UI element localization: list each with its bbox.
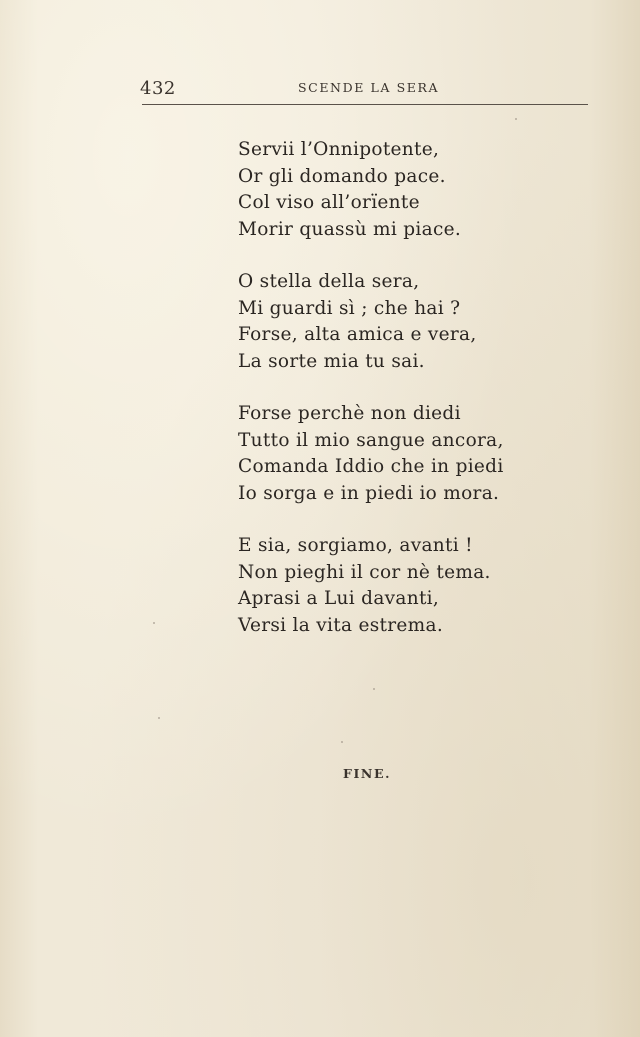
- stanza-4: [238, 533, 538, 639]
- stanza-1: [238, 137, 538, 243]
- verse-line: Mi guardi sì ; che hai ?: [238, 297, 461, 319]
- stanza-2: [238, 269, 538, 375]
- verse-line: Io sorga e in piedi io mora.: [238, 482, 500, 504]
- verse-line: La sorte mia tu sai.: [238, 350, 425, 372]
- verse-line: E sia, sorgiamo, avanti !: [238, 535, 473, 556]
- verse-line: Non pieghi il cor nè tema.: [238, 561, 491, 583]
- paper-speck: [158, 717, 160, 719]
- page-number: 432: [140, 78, 176, 99]
- running-title: SCENDE LA SERA: [298, 80, 440, 95]
- paper-speck: [515, 118, 517, 120]
- header-rule: [142, 104, 588, 105]
- verse-line: Servii l’Onnipotente,: [238, 139, 440, 160]
- stanza-3: [238, 401, 538, 507]
- verse-line: Or gli domando pace.: [238, 165, 446, 187]
- paper-speck: [373, 688, 375, 690]
- verse-line: O stella della sera,: [238, 271, 420, 292]
- paper-speck: [341, 741, 343, 743]
- verse-line: Comanda Iddio che in piedi: [238, 456, 504, 477]
- verse-line: Morir quassù mi piace.: [238, 218, 462, 240]
- paper-speck: [153, 622, 155, 624]
- verse-line: Aprasi a Lui davanti,: [238, 588, 440, 609]
- verse-line: Versi la vita estrema.: [238, 614, 444, 636]
- end-mark: FINE.: [343, 766, 392, 781]
- verse-line: Col viso all’orïente: [238, 192, 420, 213]
- verse-line: Forse perchè non diedi: [238, 403, 461, 424]
- verse-line: Forse, alta amica e vera,: [238, 324, 477, 345]
- poem: [238, 137, 538, 665]
- verse-line: Tutto il mio sangue ancora,: [238, 429, 504, 451]
